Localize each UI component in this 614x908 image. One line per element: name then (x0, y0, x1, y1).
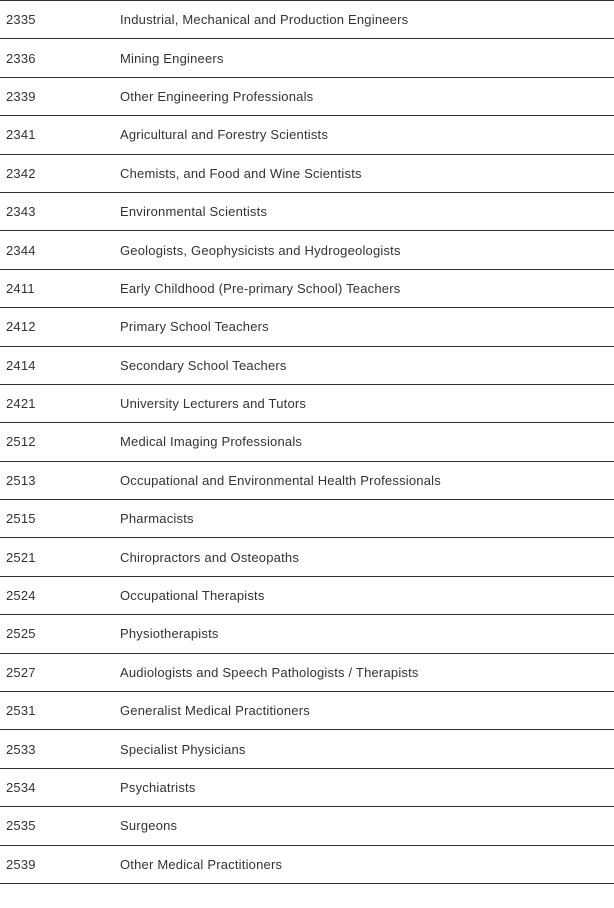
table-row (0, 116, 614, 154)
occupation-code: 2521 (6, 549, 36, 565)
occupation-code: 2343 (6, 204, 36, 220)
table-row (0, 193, 614, 231)
occupation-code: 2335 (6, 12, 36, 28)
occupation-title: Specialist Physicians (120, 741, 246, 757)
table-row (0, 1, 614, 39)
occupation-code: 2411 (6, 280, 35, 296)
table-row (0, 462, 614, 500)
occupation-title: Early Childhood (Pre-primary School) Teachers (120, 280, 401, 296)
table-row (0, 78, 614, 116)
table-row (0, 155, 614, 193)
occupation-title: Industrial, Mechanical and Production Engineers (120, 12, 409, 28)
occupation-code: 2339 (6, 88, 36, 104)
table-row (0, 538, 614, 576)
occupation-title: Chemists, and Food and Wine Scientists (120, 165, 362, 181)
occupation-code: 2512 (6, 434, 36, 450)
occupation-code: 2342 (6, 165, 36, 181)
table-row (0, 692, 614, 730)
table-row (0, 654, 614, 692)
occupation-title: Psychiatrists (120, 780, 196, 795)
table-row (0, 270, 614, 308)
table-row (0, 231, 614, 269)
occupation-title: Agricultural and Forestry Scientists (120, 127, 329, 143)
occupation-code: 2524 (6, 588, 36, 604)
table-row (0, 423, 614, 461)
occupation-code: 2336 (6, 50, 36, 66)
occupation-title: Pharmacists (120, 511, 194, 527)
occupation-title: Chiropractors and Osteopaths (120, 549, 300, 565)
table-row (0, 308, 614, 346)
occupation-code: 2412 (6, 319, 36, 335)
occupation-title: Generalist Medical Practitioners (120, 703, 310, 719)
table-row (0, 846, 614, 884)
occupation-title: Occupational and Environmental Health Professionals (120, 472, 441, 488)
occupation-title: Physiotherapists (120, 626, 219, 642)
table-row (0, 769, 614, 807)
occupation-code: 2421 (6, 396, 36, 412)
occupation-title: Occupational Therapists (120, 588, 265, 604)
table-row (0, 615, 614, 653)
occupation-title: Other Engineering Professionals (120, 88, 314, 104)
occupation-code: 2414 (6, 357, 36, 373)
table-row (0, 730, 614, 768)
occupation-code: 2527 (6, 664, 36, 680)
occupation-code: 2525 (6, 626, 36, 642)
occupation-title: Environmental Scientists (120, 204, 268, 220)
table-row (0, 500, 614, 538)
occupation-code: 2539 (6, 856, 36, 872)
occupation-title: Mining Engineers (120, 50, 224, 66)
occupation-code: 2535 (6, 818, 36, 834)
occupation-title: Audiologists and Speech Pathologists / Therapists (120, 664, 419, 680)
occupation-code: 2534 (6, 780, 36, 795)
occupation-title: Surgeons (120, 818, 178, 834)
occupation-title: Other Medical Practitioners (120, 856, 283, 872)
occupation-code: 2341 (6, 127, 36, 143)
table-row (0, 807, 614, 845)
occupation-code: 2515 (6, 511, 36, 527)
occupation-title: Medical Imaging Professionals (120, 434, 303, 450)
occupation-code: 2344 (6, 242, 36, 258)
table-row (0, 347, 614, 385)
table-row (0, 39, 614, 77)
table-row (0, 385, 614, 423)
occupation-title: Geologists, Geophysicists and Hydrogeologists (120, 242, 401, 258)
occupation-code: 2513 (6, 472, 36, 488)
occupation-code: 2531 (6, 703, 36, 719)
table-row (0, 577, 614, 615)
occupation-title: Secondary School Teachers (120, 357, 287, 373)
occupation-title: Primary School Teachers (120, 319, 269, 335)
occupation-code: 2533 (6, 741, 36, 757)
occupation-title: University Lecturers and Tutors (120, 396, 307, 412)
